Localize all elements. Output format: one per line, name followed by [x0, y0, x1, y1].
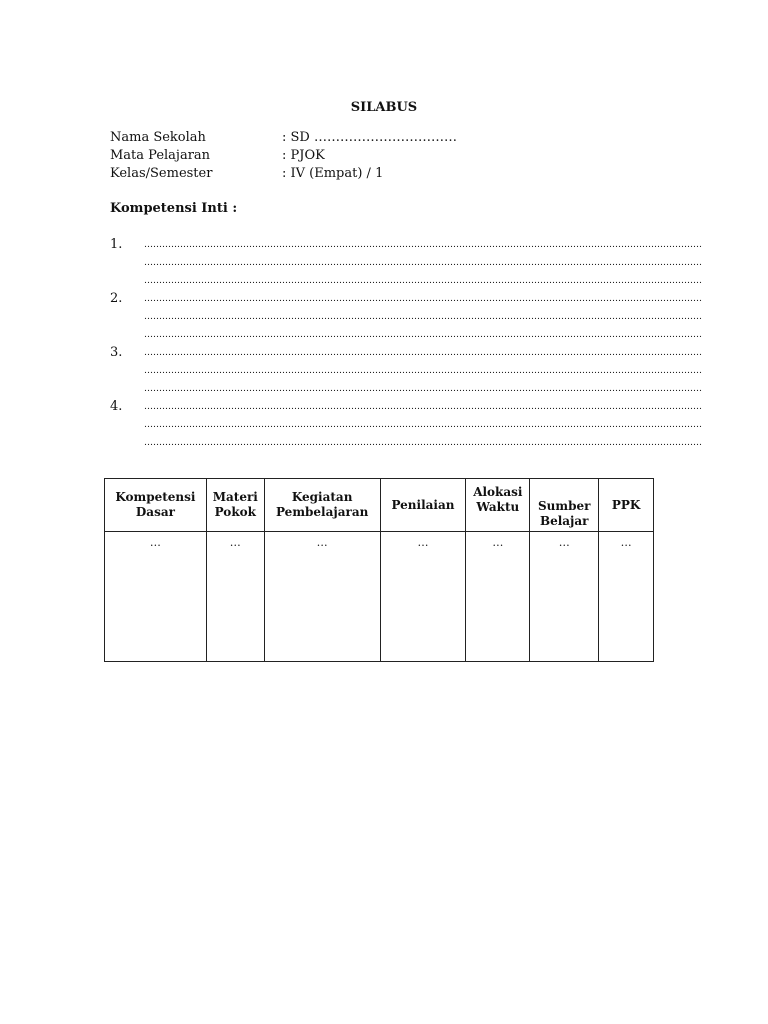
table-cell: …: [105, 532, 207, 662]
column-header-penilaian: Penilaian: [380, 479, 466, 532]
table-cell: …: [466, 532, 530, 662]
column-header-sumber-belajar: Sumber Belajar: [530, 479, 599, 532]
dotted-line: ……………………………………………………………………………………………………………………………………………………………………: [144, 276, 702, 286]
table-cell: …: [264, 532, 380, 662]
column-header-ppk: PPK: [599, 479, 654, 532]
item-number: 1.: [110, 237, 123, 252]
column-header-kompetensi-dasar: Kompetensi Dasar: [105, 479, 207, 532]
table-cell: …: [380, 532, 466, 662]
dotted-line: ……………………………………………………………………………………………………………………………………………………………………: [144, 366, 702, 376]
table-header-row: [105, 479, 654, 532]
table-row: [105, 532, 654, 662]
list-item: [110, 236, 702, 290]
dotted-line: ……………………………………………………………………………………………………………………………………………………………………: [144, 312, 702, 322]
document-title: SILABUS: [350, 100, 418, 115]
table-cell: …: [599, 532, 654, 662]
info-block: [110, 129, 457, 183]
dotted-line: ……………………………………………………………………………………………………………………………………………………………………: [144, 402, 702, 412]
column-header-kegiatan-pembelajaran: Kegiatan Pembelajaran: [264, 479, 380, 532]
column-header-alokasi-waktu: Alokasi Waktu: [466, 479, 530, 532]
info-row-class: [110, 165, 457, 183]
dotted-line: ……………………………………………………………………………………………………………………………………………………………………: [144, 258, 702, 268]
item-number: 4.: [110, 399, 123, 414]
kompetensi-inti-list: [110, 236, 702, 452]
kompetensi-inti-heading: Kompetensi Inti :: [110, 201, 238, 216]
info-row-school: [110, 129, 457, 147]
dotted-line: ……………………………………………………………………………………………………………………………………………………………………: [144, 294, 702, 304]
list-item: [110, 398, 702, 452]
silabus-table: [104, 478, 654, 662]
item-number: 3.: [110, 345, 123, 360]
info-value: : PJOK: [282, 148, 325, 163]
info-label: Mata Pelajaran: [110, 148, 211, 163]
dotted-line: ……………………………………………………………………………………………………………………………………………………………………: [144, 384, 702, 394]
info-row-subject: [110, 147, 457, 165]
info-value: : SD ……………………………: [282, 130, 457, 145]
list-item: [110, 344, 702, 398]
item-number: 2.: [110, 291, 123, 306]
info-label: Nama Sekolah: [110, 130, 206, 145]
table-cell: …: [530, 532, 599, 662]
table-cell: …: [206, 532, 264, 662]
column-header-materi-pokok: Materi Pokok: [206, 479, 264, 532]
dotted-line: ……………………………………………………………………………………………………………………………………………………………………: [144, 330, 702, 340]
info-value: : IV (Empat) / 1: [282, 166, 384, 181]
dotted-line: ……………………………………………………………………………………………………………………………………………………………………: [144, 420, 702, 430]
dotted-line: ……………………………………………………………………………………………………………………………………………………………………: [144, 438, 702, 448]
info-label: Kelas/Semester: [110, 166, 213, 181]
dotted-line: ……………………………………………………………………………………………………………………………………………………………………: [144, 240, 702, 250]
dotted-line: ……………………………………………………………………………………………………………………………………………………………………: [144, 348, 702, 358]
list-item: [110, 290, 702, 344]
